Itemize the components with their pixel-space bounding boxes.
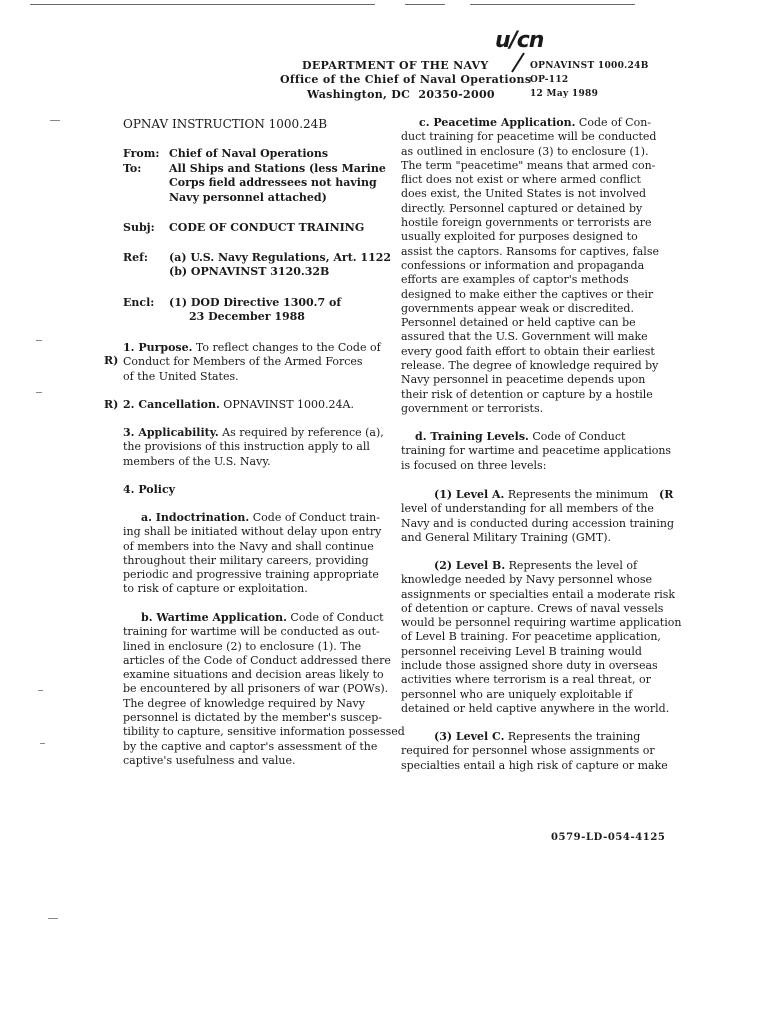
para-line: Represents the minimum: [504, 488, 649, 501]
para-line: government or terrorists.: [401, 401, 544, 415]
para-line: Conduct for Members of the Armed Forces: [123, 355, 363, 369]
para-line: of the United States.: [123, 369, 239, 383]
para-line: Code of Conduct: [286, 611, 384, 624]
encl-list: [169, 296, 341, 325]
para-line: personnel is dictated by the member's suscep-: [123, 711, 383, 725]
ref-label: Ref:: [123, 251, 148, 264]
section-applicability: [123, 426, 384, 469]
section-purpose: [123, 341, 383, 384]
to-label: To:: [123, 162, 142, 175]
para-line: of Level B training. For peacetime application,: [401, 630, 661, 644]
para-line: duct training for peacetime will be conducted: [401, 130, 657, 144]
section-heading: b. Wartime Application.: [141, 611, 287, 624]
section-peacetime: [401, 116, 659, 416]
margin-tick: [38, 690, 43, 691]
section-heading: d. Training Levels.: [415, 430, 529, 443]
section-heading: c. Peacetime Application.: [419, 116, 576, 129]
section-heading: (2) Level B.: [434, 559, 506, 572]
to-line: Navy personnel attached): [169, 190, 327, 204]
para-line: Code of Conduct train-: [249, 511, 380, 524]
header-dept: DEPARTMENT OF THE NAVY: [302, 59, 489, 72]
para-line: periodic and progressive training appropriate: [123, 568, 379, 582]
instruction-title: OPNAV INSTRUCTION 1000.24B: [123, 117, 328, 131]
para-line: hostile foreign governments or terrorists are: [401, 216, 652, 230]
para-line: be encountered by all prisoners of war (POWs).: [123, 682, 389, 696]
header-date: 12 May 1989: [530, 89, 599, 99]
para-line: throughout their military careers, providing: [123, 553, 369, 567]
section-level-a: [401, 488, 674, 545]
margin-tick: [50, 120, 60, 121]
para-line: as outlined in enclosure (3) to enclosure (1).: [401, 144, 649, 158]
para-line: every good faith effort to obtain their earliest: [401, 344, 655, 358]
to-line: Corps field addressees not having: [169, 176, 377, 190]
ref-item: (a) U.S. Navy Regulations, Art. 1122: [169, 251, 392, 264]
para-line: level of understanding for all members of the: [401, 502, 654, 516]
para-line: Code of Conduct: [528, 430, 626, 443]
para-line: assignments or specialties entail a moderate risk: [401, 587, 676, 601]
section-heading: 2. Cancellation.: [123, 398, 220, 411]
para-line: their risk of detention or capture by a hostile: [401, 387, 653, 401]
para-line: Represents the level of: [505, 559, 638, 572]
footer-doc-number: 0579-LD-054-4125: [551, 832, 666, 843]
para-line: and General Military Training (GMT).: [401, 530, 612, 544]
handwritten-mark: u/cn: [495, 28, 544, 53]
para-line: flict does not exist or where armed conflict: [401, 173, 641, 187]
section-indoctrination: [123, 511, 381, 597]
para-line: ing shall be initiated without delay upon entry: [123, 525, 382, 539]
margin-tick: [36, 392, 42, 393]
para-line: To reflect changes to the Code of: [192, 341, 381, 354]
para-line: of members into the Navy and shall continue: [123, 539, 374, 553]
para-line: include those assigned shore duty in overseas: [401, 659, 658, 673]
para-line: activities where terrorism is a real threat, or: [401, 673, 651, 687]
section-policy: [123, 483, 175, 497]
para-line: training for wartime and peacetime applications: [401, 444, 672, 458]
top-rule-left: [30, 4, 375, 5]
para-line: detained or held captive anywhere in the world.: [401, 701, 670, 715]
subj-label: Subj:: [123, 221, 155, 234]
para-line: assured that the U.S. Government will make: [401, 330, 648, 344]
from-label: From:: [123, 147, 160, 160]
para-line: knowledge needed by Navy personnel whose: [401, 573, 653, 587]
para-line: release. The degree of knowledge required by: [401, 359, 659, 373]
encl-item: (1) DOD Directive 1300.7 of: [169, 296, 342, 309]
margin-tick: [36, 340, 42, 341]
para-line: confessions or information and propaganda: [401, 258, 645, 272]
para-line: Navy personnel in peacetime depends upon: [401, 373, 646, 387]
margin-tick: [40, 743, 45, 744]
para-line: Navy and is conducted during accession training: [401, 516, 674, 530]
header-city: Washington, DC 20350-2000: [307, 88, 495, 101]
encl-label: Encl:: [123, 296, 155, 309]
para-line: members of the U.S. Navy.: [123, 454, 271, 468]
para-line: designed to make either the captives or their: [401, 287, 654, 301]
revision-mark: R): [104, 398, 119, 411]
header-reference-block: [530, 59, 649, 101]
para-line: does exist, the United States is not involved: [401, 187, 647, 201]
to-value: [169, 162, 386, 205]
section-heading: 3. Applicability.: [123, 426, 219, 439]
para-line: efforts are examples of captor's methods: [401, 273, 629, 287]
section-level-b: [401, 559, 681, 716]
section-heading: 1. Purpose.: [123, 341, 193, 354]
revision-mark: (R: [659, 488, 674, 501]
section-heading: (3) Level C.: [434, 730, 505, 743]
para-line: governments appear weak or discredited.: [401, 301, 634, 315]
para-line: tibility to capture, sensitive information possessed: [123, 725, 405, 739]
top-rule-mid: [405, 4, 445, 5]
section-heading: a. Indoctrination.: [141, 511, 250, 524]
para-line: personnel who are uniquely exploitable if: [401, 687, 633, 701]
section-wartime: [123, 611, 405, 768]
para-line: captive's usefulness and value.: [123, 753, 296, 767]
header-instr: OPNAVINST 1000.24B: [530, 61, 649, 71]
encl-item: 23 December 1988: [189, 310, 305, 324]
para-line: training for wartime will be conducted as out-: [123, 625, 380, 639]
para-line: of detention or capture. Crews of naval vessels: [401, 601, 664, 615]
header-code: OP-112: [530, 75, 569, 85]
section-level-c: [401, 730, 668, 773]
para-line: required for personnel whose assignments or: [401, 744, 655, 758]
to-line: All Ships and Stations (less Marine: [169, 162, 386, 175]
margin-tick: [48, 918, 58, 919]
para-line: directly. Personnel captured or detained by: [401, 201, 643, 215]
para-line: usually exploited for purposes designed to: [401, 230, 638, 244]
para-line: personnel receiving Level B training would: [401, 644, 642, 658]
section-cancellation: [123, 398, 354, 412]
para-line: is focused on three levels:: [401, 458, 547, 472]
para-line: Code of Con-: [575, 116, 652, 129]
ref-item: (b) OPNAVINST 3120.32B: [169, 265, 330, 279]
para-line: OPNAVINST 1000.24A.: [219, 398, 354, 411]
para-line: specialties entail a high risk of capture or make: [401, 758, 668, 772]
para-line: the provisions of this instruction apply to all: [123, 440, 370, 454]
signature-slash: [508, 52, 528, 74]
para-line: by the captive and captor's assessment of the: [123, 739, 378, 753]
revision-mark: R): [104, 354, 119, 367]
para-line: Represents the training: [504, 730, 641, 743]
para-line: As required by reference (a),: [218, 426, 384, 439]
from-value: Chief of Naval Operations: [169, 147, 329, 160]
para-line: The degree of knowledge required by Navy: [123, 696, 365, 710]
top-rule-right: [470, 4, 635, 5]
subj-value: CODE OF CONDUCT TRAINING: [169, 221, 365, 234]
section-training-levels: [401, 430, 671, 473]
ref-list: [169, 251, 391, 280]
para-line: to risk of capture or exploitation.: [123, 582, 308, 596]
para-line: articles of the Code of Conduct addressed there: [123, 653, 391, 667]
para-line: assist the captors. Ransoms for captives, false: [401, 244, 659, 258]
para-line: The term "peacetime" means that armed con-: [401, 158, 656, 172]
para-line: Personnel detained or held captive can be: [401, 316, 636, 330]
section-heading: 4. Policy: [123, 483, 176, 496]
para-line: would be personnel requiring wartime application: [401, 616, 682, 630]
para-line: examine situations and decision areas likely to: [123, 668, 384, 682]
header-office: Office of the Chief of Naval Operations: [280, 73, 532, 86]
para-line: lined in enclosure (2) to enclosure (1). The: [123, 639, 362, 653]
section-heading: (1) Level A.: [434, 488, 505, 501]
